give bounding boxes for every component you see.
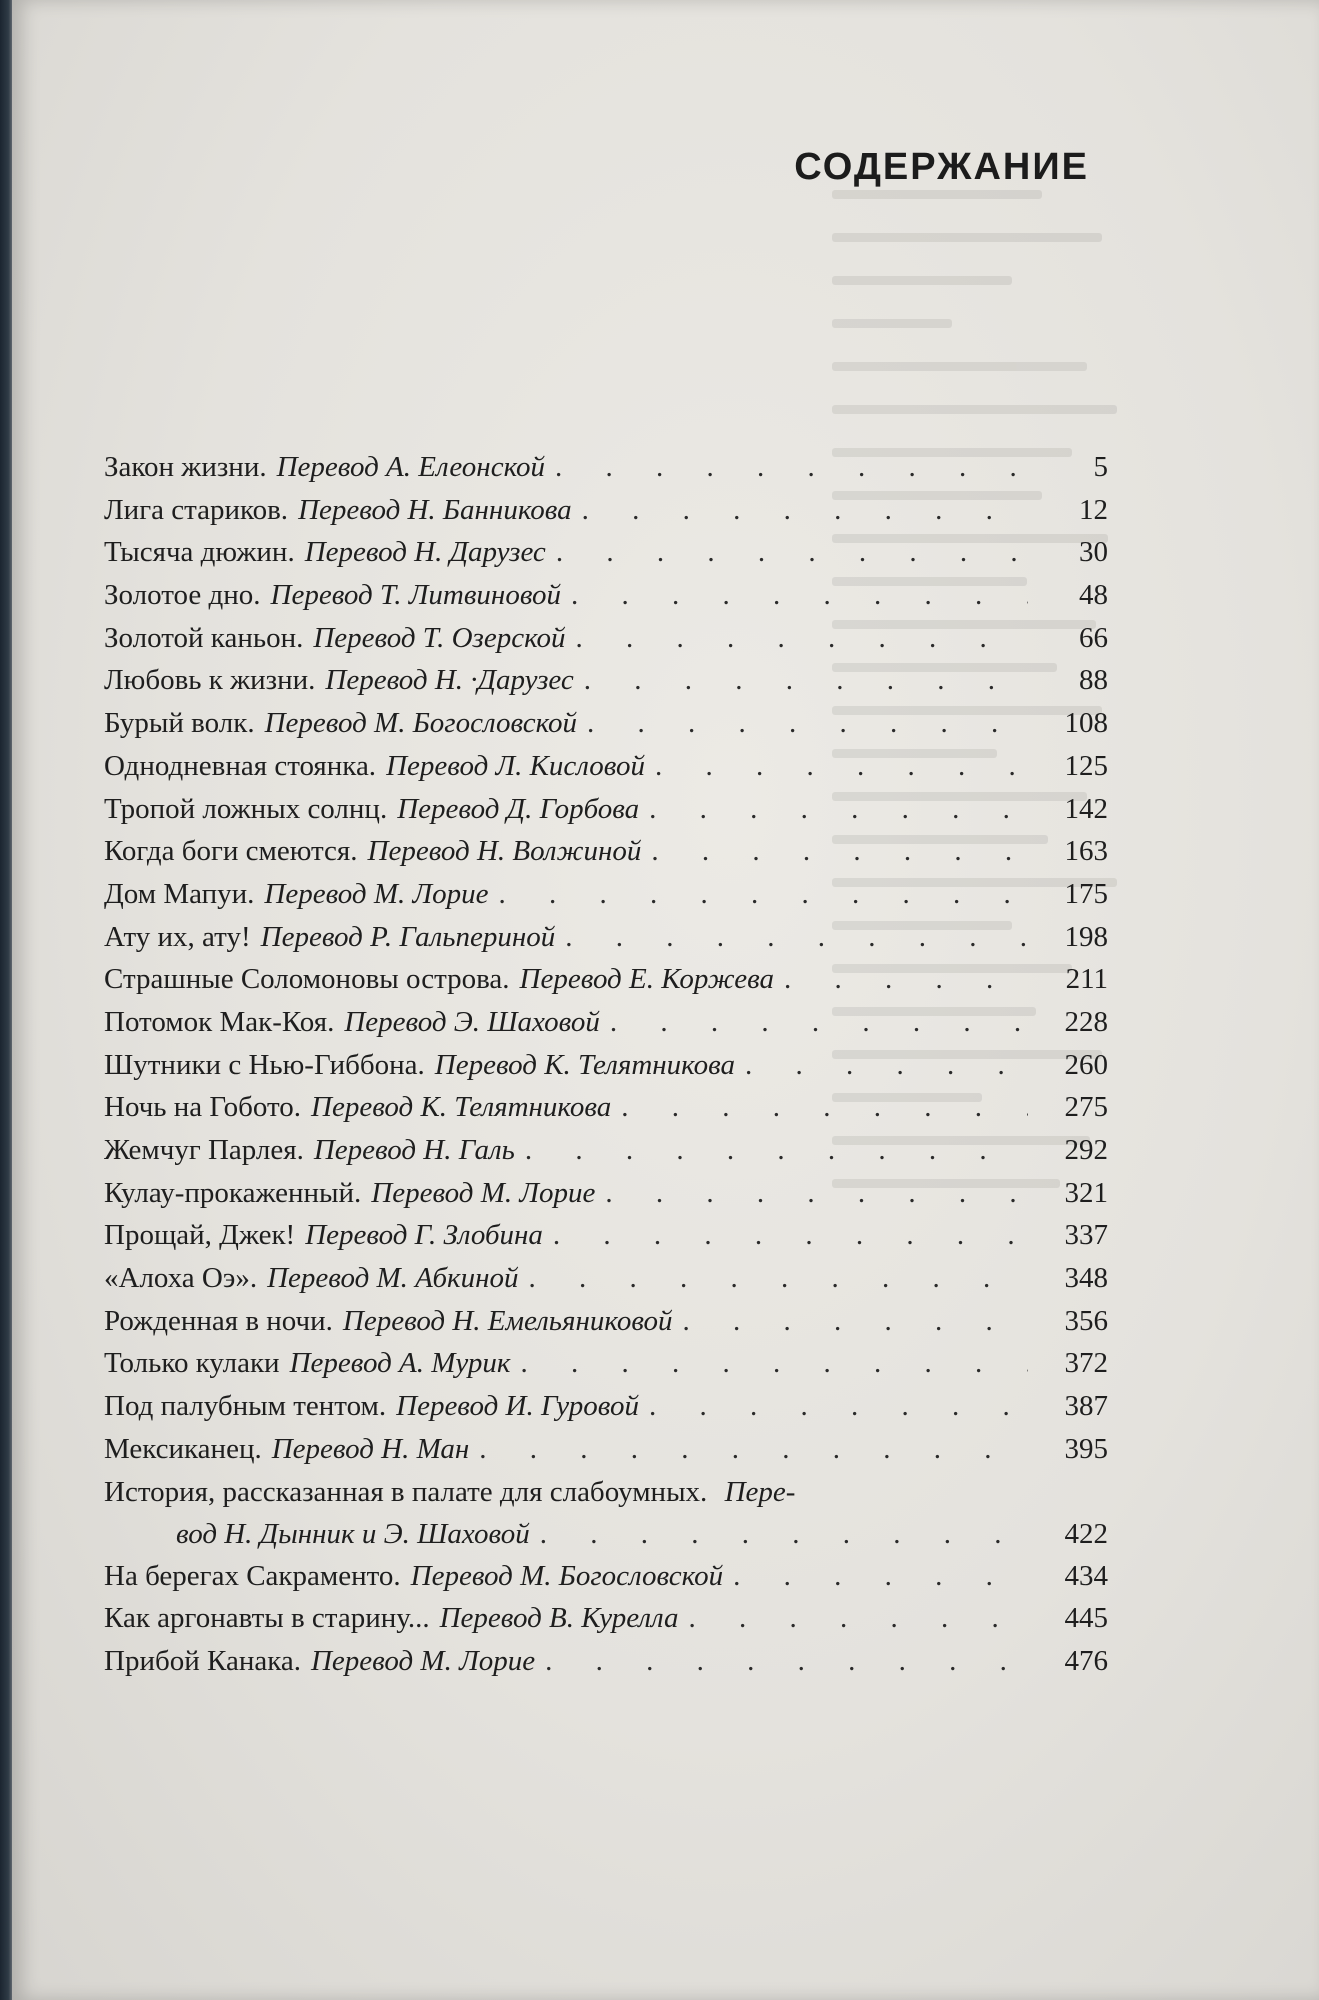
toc-entry-page: 445 — [1064, 1602, 1108, 1635]
toc-entry-page: 125 — [1064, 749, 1108, 782]
toc-entry-title: Ночь на Гобото. — [104, 1091, 302, 1124]
toc-entry — [104, 1555, 1108, 1598]
toc-entry — [104, 1044, 1108, 1087]
leader-dots — [584, 659, 1028, 702]
leader-dots — [571, 574, 1028, 617]
toc-entry-page: 422 — [1064, 1517, 1108, 1550]
leader-dots — [540, 1513, 1028, 1555]
toc-entry — [104, 1086, 1108, 1129]
leader-dots — [689, 1597, 1028, 1640]
toc-entry-translator: Перевод Г. Злобина — [305, 1219, 543, 1252]
toc-entry-translator: Перевод М. Абкиной — [267, 1262, 519, 1295]
toc-entry-title: Ату их, ату! — [104, 920, 251, 953]
toc-entry-title: Тысяча дюжин. — [104, 536, 295, 569]
toc-entry-page: 211 — [1065, 963, 1108, 996]
toc-entry — [104, 489, 1108, 532]
toc-entry — [104, 1597, 1108, 1640]
toc-entry — [104, 1640, 1108, 1683]
toc-entry-translator: Перевод А. Елеонской — [276, 451, 546, 483]
toc-entry-title: Золотой каньон. — [104, 621, 304, 654]
toc-entry — [104, 574, 1108, 617]
toc-entry-translator: Перевод М. Лорие — [264, 877, 489, 910]
leader-dots — [553, 1214, 1028, 1257]
toc-entry-page: 142 — [1064, 792, 1108, 825]
page-title: СОДЕРЖАНИЕ — [794, 146, 1089, 188]
leader-dots — [683, 1300, 1028, 1343]
toc-entry — [104, 1428, 1108, 1471]
leader-dots — [528, 1257, 1028, 1300]
toc-entry-title: Закон жизни. — [104, 451, 267, 483]
toc-entry-translator: Перевод В. Курелла — [439, 1602, 679, 1635]
toc-entry — [104, 702, 1108, 745]
toc-entry-page: 198 — [1064, 920, 1108, 953]
leader-dots — [520, 1342, 1028, 1385]
toc-entry-page: 292 — [1064, 1134, 1108, 1166]
toc-entry — [104, 1129, 1108, 1172]
toc-entry-title: Как аргонавты в старину... — [104, 1602, 430, 1635]
leader-dots — [565, 916, 1028, 959]
toc-entry-translator: Перевод Е. Коржева — [519, 963, 774, 996]
toc-entry-translator: Перевод Л. Кисловой — [386, 749, 645, 782]
toc-entry-translator: Перевод Н. ·Дарузес — [325, 664, 574, 697]
toc-entry-translator: Перевод М. Богословской — [264, 707, 578, 740]
toc-entry-page: 88 — [1079, 664, 1108, 697]
toc-entry-page: 434 — [1064, 1559, 1108, 1592]
toc-entry-translator: Перевод К. Телятникова — [434, 1048, 736, 1081]
toc-entry — [104, 873, 1108, 916]
toc-entry-title: Золотое дно. — [104, 579, 261, 612]
toc-entry — [104, 916, 1108, 959]
leader-dots — [587, 702, 1028, 745]
toc-entry-title: Кулау-прокаженный. — [104, 1176, 362, 1209]
toc-entry-page: 321 — [1064, 1176, 1108, 1209]
toc-entry — [104, 1214, 1108, 1257]
toc-entry-page: 337 — [1064, 1219, 1108, 1252]
toc-entry-page: 108 — [1064, 707, 1108, 740]
toc-entry-translator: Перевод И. Гуровой — [396, 1390, 639, 1423]
toc-entry-translator: Перевод М. Лорие — [310, 1644, 536, 1677]
toc-entry-page: 5 — [1093, 451, 1108, 483]
toc-entry-translator: Перевод Т. Озерской — [313, 621, 566, 654]
toc-entry-translator: Перевод Э. Шаховой — [344, 1005, 600, 1038]
leader-dots — [555, 446, 1028, 489]
toc-entry-translator: Перевод Н. Емельяниковой — [342, 1304, 673, 1337]
toc-entry — [104, 1385, 1108, 1428]
toc-entry — [104, 1001, 1108, 1044]
toc-entry — [104, 958, 1108, 1001]
toc-entry — [104, 830, 1108, 873]
toc-entry-title: Потомок Мак-Коя. — [104, 1005, 335, 1038]
leader-dots — [745, 1044, 1028, 1087]
toc-entry-title: Только кулаки — [104, 1347, 280, 1380]
toc-entry-translator: Перевод К. Телятникова — [311, 1091, 612, 1124]
toc-entry-title: Любовь к жизни. — [104, 664, 316, 697]
toc-entry-title: На берегах Сакраменто. — [104, 1559, 401, 1592]
toc-entry-page: 387 — [1064, 1390, 1108, 1423]
toc-entry-translator: Перевод Н. Дарузес — [304, 536, 546, 569]
toc-entry-translator: Перевод М. Богословской — [410, 1559, 724, 1592]
toc-entry-title: Страшные Соломоновы острова. — [104, 963, 510, 996]
toc-entry-title: Шутники с Нью-Гиббона. — [104, 1048, 425, 1081]
toc-entry — [104, 745, 1108, 788]
toc-entry — [104, 531, 1108, 574]
toc-entry — [104, 1342, 1108, 1385]
toc-entry-title: Лига стариков. — [104, 493, 289, 526]
toc-entry-page: 30 — [1079, 536, 1108, 569]
toc-entry-title: Бурый волк. — [104, 707, 255, 740]
leader-dots — [655, 745, 1028, 788]
leader-dots — [733, 1555, 1028, 1598]
toc-entry-page: 476 — [1064, 1644, 1108, 1677]
leader-dots — [784, 958, 1028, 1001]
toc-entry-title: Жемчуг Парлея. — [104, 1134, 304, 1166]
toc-entry-page: 48 — [1079, 579, 1108, 612]
toc-entry-translator: Перевод Д. Горбова — [397, 792, 640, 825]
toc-entry-multiline — [104, 1471, 1108, 1555]
toc-entry-translator: Пере- — [724, 1475, 796, 1508]
leader-dots — [545, 1640, 1028, 1683]
toc-entry-title: «Алоха Оэ». — [104, 1262, 258, 1295]
toc-entry-page: 163 — [1064, 835, 1108, 868]
toc-entry-page: 348 — [1064, 1262, 1108, 1295]
toc-entry-translator: Перевод Н. Банникова — [298, 493, 572, 526]
leader-dots — [649, 788, 1028, 831]
toc-entry — [104, 617, 1108, 660]
toc-entry-title: История, рассказанная в палате для слабоумных. — [104, 1475, 708, 1508]
toc-entry-title: Тропой ложных солнц. — [104, 792, 388, 825]
leader-dots — [525, 1129, 1028, 1172]
toc-entry-translator: Перевод Н. Ман — [271, 1432, 470, 1465]
toc-entry — [104, 446, 1108, 489]
toc-entry-title: Когда боги смеются. — [104, 835, 358, 868]
leader-dots — [479, 1428, 1028, 1471]
toc-entry-page: 356 — [1064, 1304, 1108, 1337]
toc-entry-translator: Перевод А. Мурик — [289, 1347, 511, 1380]
toc-entry-translator: Перевод Н. Галь — [313, 1134, 515, 1166]
toc-entry — [104, 788, 1108, 831]
toc-entry-translator: Перевод М. Лорие — [371, 1176, 596, 1209]
toc-entry — [104, 1300, 1108, 1343]
toc-entry — [104, 1172, 1108, 1215]
toc-entry-title: Дом Мапуи. — [104, 877, 255, 910]
leader-dots — [605, 1172, 1028, 1215]
toc-entry-page: 395 — [1064, 1432, 1108, 1465]
toc-entry-page: 275 — [1064, 1091, 1108, 1124]
toc-entry-title: Под палубным тентом. — [104, 1390, 387, 1423]
toc-entry-title: Прибой Канака. — [104, 1644, 301, 1677]
toc-entry-translator-continued: вод Н. Дынник и Э. Шаховой — [176, 1517, 530, 1550]
toc-entry-translator: Перевод Р. Гальпериной — [260, 920, 556, 953]
toc-entry-title: Мексиканец. — [104, 1432, 262, 1465]
toc-entry-page: 372 — [1064, 1347, 1108, 1380]
toc-entry-title: Рожденная в ночи. — [104, 1304, 333, 1337]
toc-entry — [104, 659, 1108, 702]
leader-dots — [576, 617, 1028, 660]
toc-entry-page: 175 — [1064, 877, 1108, 910]
leader-dots — [610, 1001, 1028, 1044]
toc-entry-translator: Перевод Т. Литвиновой — [270, 579, 562, 612]
toc-entry-page: 66 — [1079, 621, 1108, 654]
toc-entry-translator: Перевод Н. Волжиной — [367, 835, 642, 868]
toc-entry-title: Однодневная стоянка. — [104, 749, 377, 782]
toc-entry-title: Прощай, Джек! — [104, 1219, 296, 1252]
toc-entry-page: 260 — [1064, 1048, 1108, 1081]
leader-dots — [621, 1086, 1028, 1129]
leader-dots — [582, 489, 1028, 532]
table-of-contents — [104, 446, 1108, 1683]
leader-dots — [649, 1385, 1028, 1428]
leader-dots — [651, 830, 1028, 873]
toc-entry-page: 12 — [1079, 493, 1108, 526]
leader-dots — [556, 531, 1028, 574]
toc-entry-page: 228 — [1064, 1005, 1108, 1038]
leader-dots — [499, 873, 1028, 916]
toc-entry — [104, 1257, 1108, 1300]
book-page — [12, 0, 1319, 2000]
